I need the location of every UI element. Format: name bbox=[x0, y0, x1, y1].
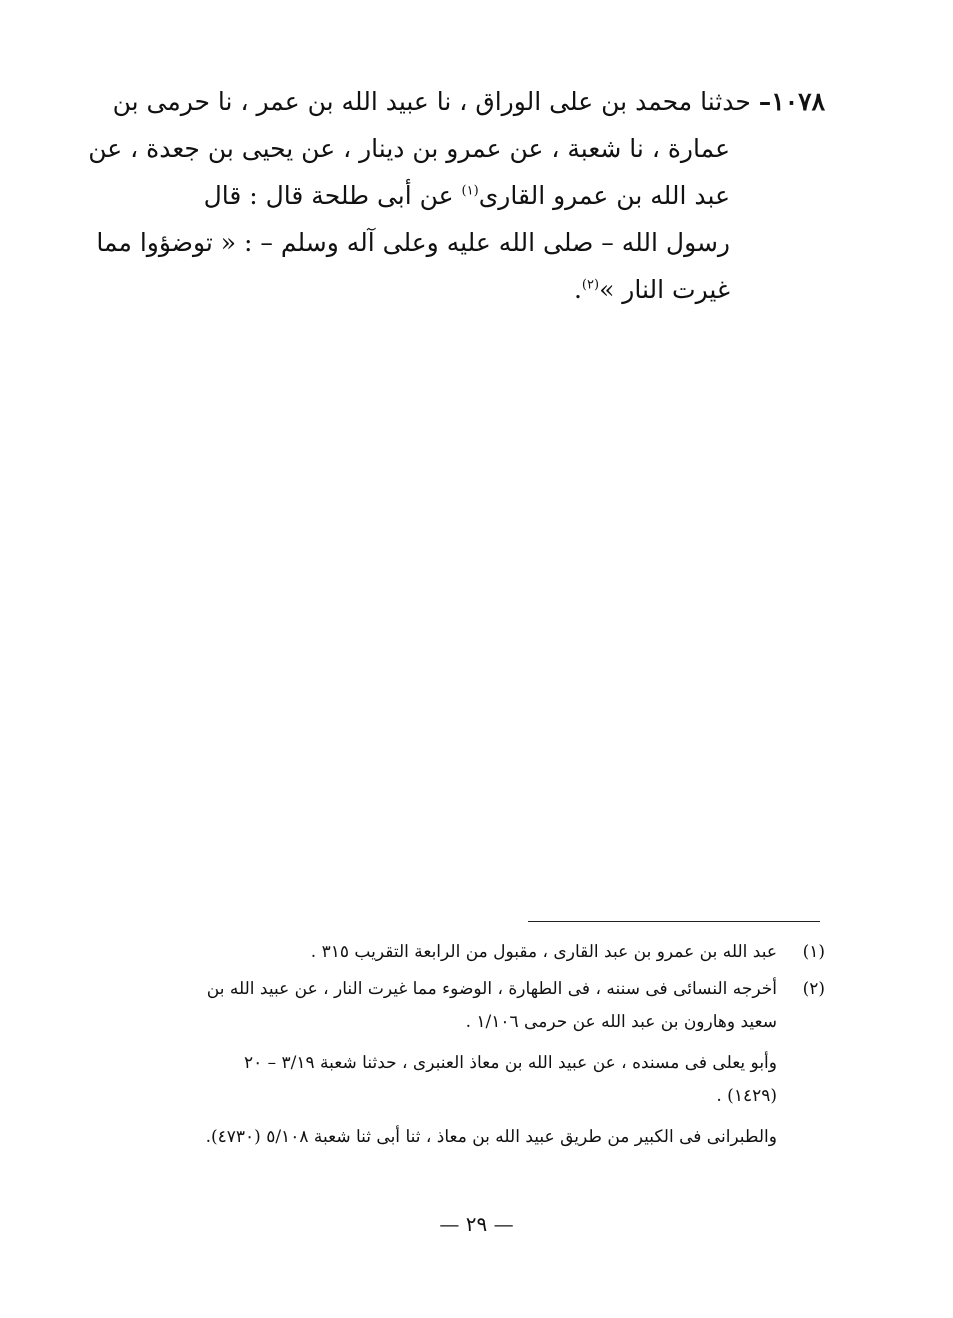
hadith-line-5: غيرت النار »$^{(٢)}$. bbox=[573, 275, 730, 304]
footnote-1 bbox=[128, 936, 825, 969]
hadith-line-2: عمارة ، نا شعبة ، عن عمرو بن دينار ، عن يحيى بن جعدة ، عن bbox=[88, 134, 730, 163]
hadith-line-4: رسول الله – صلى الله عليه وعلى آله وسلم – : « توضؤوا مما bbox=[96, 228, 730, 257]
footnote-paragraph-1: وأبو يعلى فى مسنده ، عن عبيد الله بن معاذ العنبرى ، حدثنا شعبة ٣/١٩ – ٢٠ (١٤٢٩) . bbox=[243, 1053, 777, 1106]
footnote-ref-1: (١) bbox=[461, 183, 479, 199]
hadith-line-3: عبد الله بن عمرو القارى$^{(١)}$ عن أبى طلحة قال : قال bbox=[203, 181, 730, 210]
hadith-text bbox=[88, 78, 825, 313]
footnotes bbox=[128, 936, 825, 1154]
hadith-number: ١٠٧٨– bbox=[758, 87, 825, 116]
footnote-text: عبد الله بن عمرو بن عبد القارى ، مقبول من الرابعة التقريب ٣١٥ . bbox=[310, 942, 777, 962]
footnote-text: سعيد وهارون بن عبد الله عن حرمى ١/١٠٦ . bbox=[465, 1012, 777, 1032]
footnote-separator bbox=[528, 921, 820, 922]
footnote-number: (١) bbox=[802, 942, 825, 962]
footnote-number: (٢) bbox=[802, 979, 825, 999]
page-number: — ٢٩ — bbox=[439, 1212, 514, 1236]
footnote-text: أخرجه النسائى فى سننه ، فى الطهارة ، الوضوء مما غيرت النار ، عن عبيد الله بن bbox=[206, 979, 777, 999]
footnote-2 bbox=[128, 973, 825, 1039]
footnote-ref-2: (٢) bbox=[581, 277, 600, 293]
footnote-paragraph-2: والطبرانى فى الكبير من طريق عبيد الله بن معاذ ، ثنا أبى ثنا شعبة ٥/١٠٨ (٤٧٣٠). bbox=[205, 1127, 777, 1147]
hadith-line-1: ١٠٧٨– حدثنا محمد بن على الوراق ، نا عبيد الله بن عمر ، نا حرمى بن bbox=[112, 87, 825, 116]
